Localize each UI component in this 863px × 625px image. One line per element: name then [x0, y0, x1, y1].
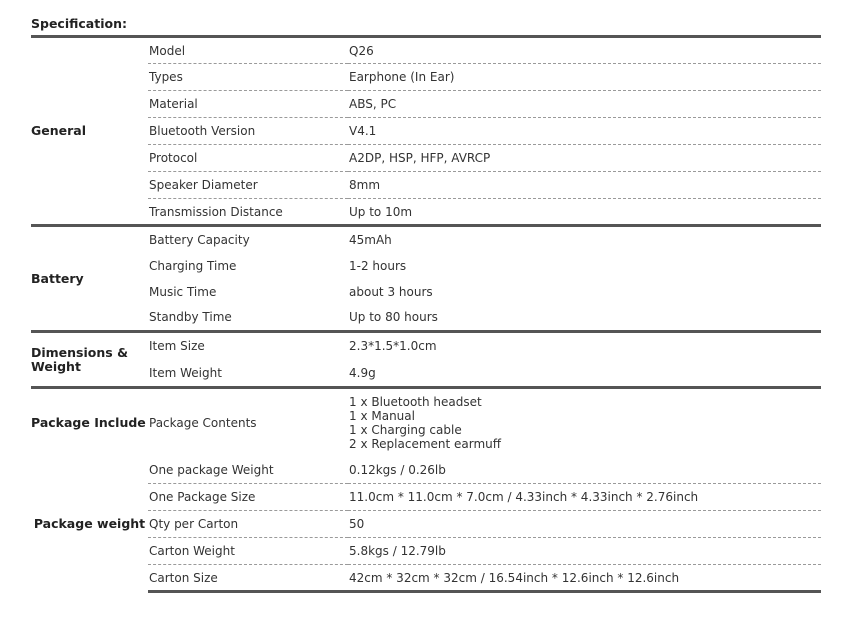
spec-field: Transmission Distance: [148, 199, 348, 226]
spec-field: Speaker Diameter: [148, 172, 348, 199]
spec-value: 50: [348, 511, 821, 538]
spec-value: ABS, PC: [348, 91, 821, 118]
table-row: [31, 305, 821, 332]
spec-field: Bluetooth Version: [148, 118, 348, 145]
spec-title: Specification:: [31, 16, 127, 31]
spec-value: A2DP, HSP, HFP, AVRCP: [348, 145, 821, 172]
list-item: 1 x Bluetooth headset: [349, 394, 482, 409]
spec-value: 1-2 hours: [349, 258, 407, 273]
table-row: [31, 118, 821, 145]
table-row: [31, 64, 821, 91]
spec-value: Earphone (In Ear): [348, 64, 821, 91]
spec-field: Item Size: [148, 332, 348, 360]
spec-field: One Package Size: [148, 484, 348, 511]
table-row: [31, 565, 821, 592]
spec-field: Protocol: [148, 145, 348, 172]
table-row: [31, 484, 821, 511]
spec-value: 4.9g: [349, 365, 376, 380]
list-item: 1 x Charging cable: [349, 422, 462, 437]
spec-field: Charging Time: [149, 258, 237, 273]
spec-value: Q26: [348, 37, 821, 64]
spec-field: One package Weight: [148, 457, 348, 484]
table-row: [31, 37, 821, 64]
table-row: [31, 538, 821, 565]
section-label-package-include: Package Include: [31, 388, 148, 457]
spec-field: Qty per Carton: [148, 511, 348, 538]
spec-value: Up to 10m: [348, 199, 821, 226]
table-row: [31, 511, 821, 538]
spec-field: Carton Size: [148, 565, 348, 592]
section-label-battery: Battery: [31, 226, 148, 332]
spec-field: Types: [148, 64, 348, 91]
spec-field: Music Time: [149, 284, 217, 299]
spec-value: 11.0cm * 11.0cm * 7.0cm / 4.33inch * 4.33inch * 2.76inch: [348, 484, 821, 511]
spec-value: 2.3*1.5*1.0cm: [348, 332, 821, 360]
spec-value: Up to 80 hours: [349, 310, 438, 325]
section-label-package-weight: Package weight: [33, 516, 146, 531]
list-item: 1 x Manual: [349, 408, 415, 423]
spec-field: Package Contents: [148, 388, 348, 457]
table-row: [31, 279, 821, 305]
spec-field: Item Weight: [149, 365, 222, 380]
spec-value: 0.12kgs / 0.26lb: [348, 457, 821, 484]
spec-value: 8mm: [348, 172, 821, 199]
spec-value: 45mAh: [348, 226, 821, 253]
table-row: [31, 226, 821, 253]
section-label-general: General: [31, 37, 148, 226]
spec-field: Standby Time: [149, 310, 232, 325]
package-contents-list: [348, 388, 821, 457]
spec-value: 42cm * 32cm * 32cm / 16.54inch * 12.6inch * 12.6inch: [348, 565, 821, 592]
spec-field: Material: [148, 91, 348, 118]
table-row: [31, 91, 821, 118]
section-label-dimensions: Dimensions & Weight: [31, 332, 148, 388]
table-row: [31, 388, 821, 457]
table-row: [31, 199, 821, 226]
spec-field: Model: [148, 37, 348, 64]
table-row: [31, 360, 821, 388]
list-item: 2 x Replacement earmuff: [349, 436, 502, 451]
spec-value: V4.1: [348, 118, 821, 145]
spec-value: 5.8kgs / 12.79lb: [348, 538, 821, 565]
spec-value: about 3 hours: [349, 284, 433, 299]
table-row: [31, 253, 821, 279]
spec-table: [31, 35, 821, 593]
table-row: [31, 172, 821, 199]
spec-field: Carton Weight: [148, 538, 348, 565]
spec-field: Battery Capacity: [148, 226, 348, 253]
table-row: [31, 332, 821, 360]
table-row: [31, 145, 821, 172]
table-row: [31, 457, 821, 484]
